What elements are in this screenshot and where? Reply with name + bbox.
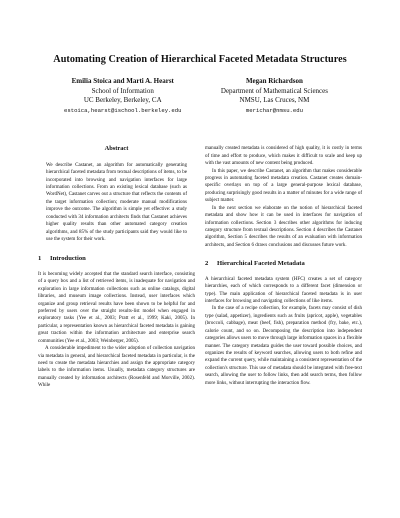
section-number: 2: [205, 260, 209, 268]
right-column: [205, 145, 362, 389]
author-group-2: [221, 77, 328, 115]
section-number: 1: [38, 255, 42, 263]
author-names: Emilia Stoica and Marti A. Hearst: [71, 77, 174, 85]
left-column: [38, 145, 195, 389]
abstract-paragraph: We describe Castanet, an algorithm for automatically generating hierarchical faceted metadata from textual descriptions of items, to be incorporated into browsing and navigation interfaces for large information collections. From an existing lexical database (such as WordNet), Castanet carves out a structure that reflects the contents of the target information collection; moderate manual modifications improve the outcome. The algorithm is simple yet effective: a study conducted with 34 information architects finds that Castanet achieves higher quality results than other automated category creation algorithms, and 85% of the study participants said they would like to use the system for their work.: [46, 162, 187, 243]
author-affiliation: School of Information: [91, 86, 154, 95]
author-email: estoica,hearst@ischool.berkeley.edu: [64, 106, 182, 114]
author-location: UC Berkeley, Berkeley, CA: [83, 96, 162, 105]
body-columns: [38, 145, 362, 389]
abstract-text: [38, 162, 195, 244]
author-affiliation: Department of Mathematical Sciences: [220, 86, 328, 95]
paper-title: Automating Creation of Hierarchical Faceted Metadata Structures: [53, 54, 347, 65]
abstract-heading: Abstract: [104, 145, 129, 153]
body-paragraph: In the next section we elaborate on the notion of hierarchical faceted metadata and show how it can be used in interfaces for navigation of information collections. Section 3 describes other algorithms for inducing category structure from textual descriptions. Section 4 describes the Castanet algorithm, Section 5 describes the results of an evaluation with information architects, and Section 6 draws conclusions and discusses future work.: [205, 205, 362, 248]
author-names: Megan Richardson: [245, 77, 303, 85]
section-heading: [205, 260, 362, 267]
section-title: Hierarchical Faceted Metadata: [217, 260, 305, 268]
section-heading: [38, 255, 195, 262]
body-paragraph: It is becoming widely accepted that the standard search interface, consisting of a query box and a list of retrieved items, is inadequate for navigation and exploration in large information collections such as online catalogs, digital libraries, and museum image collections. Instead, user interfaces which organize and group retrieval results have been shown to be helpful for and preferred by users over the straight results-list model when engaged in exploratory tasks (Yee et al., 2003; Pratt et al., 1999; Kaki, 2005). In particular, a representation known as hierarchical faceted metadata is gaining great traction within the information architecture and enterprise search communities (Yee et al., 2003; Weinberger, 2005).: [38, 271, 195, 344]
body-paragraph: A considerable impediment to the wider adoption of collection navigation via metadata in general, and hierarchical faceted metadata in particular, is the need to create the metadata hierarchies and assign the appropriate category labels to the information items. Usually, metadata category structures are manually created by information architects (Rosenfeld and Morville, 2002). While: [38, 346, 195, 389]
author-location: NMSU, Las Cruces, NM: [239, 96, 310, 105]
body-paragraph: A hierarchical faceted metadata system (HFC) creates a set of category hierarchies, each of which corresponds to a different facet (dimension or type). The main application of hierarchical faceted metadata is in user interfaces for browsing and navigating collections of like items.: [205, 276, 362, 304]
author-block: [38, 77, 362, 115]
body-paragraph: manually created metadata is considered of high quality, it is costly in terms of time and effort to produce, which makes it difficult to scale and keep up with the vast amounts of new content being produced.: [205, 146, 362, 167]
section-title: Introduction: [50, 255, 86, 263]
author-email: merichar@nmsu.edu: [245, 106, 303, 114]
body-paragraph: In the case of a recipe collection, for example, facets may consist of dish type (salad, appetizer), ingredients such as fruits (apricot, apple), vegetables (broccoli, cabbage), meat (beef, fish), preparation method (fry, bake, etc.), calorie count, and so on. Decomposing the description into independent categories allows users to move through large information spaces in a flexible manner. The category metadata guides the user toward possible choices, and organizes the results of keyword searches, allowing users to both refine and expand the current query, while maintaining a consistent representation of the collection's structure. This use of metadata should be integrated with free-text search, allowing the user to follow links, then add search terms, then follow more links, without interrupting the interaction flow.: [205, 306, 362, 386]
author-group-1: [64, 77, 182, 115]
body-paragraph: In this paper, we describe Castanet, an algorithm that makes considerable progress in automating faceted metadata creation. Castanet creates domain-specific overlays on top of a large general-purpose lexical database, producing surprisingly good results in a matter of minutes for a wide range of subject matter.: [205, 168, 362, 204]
